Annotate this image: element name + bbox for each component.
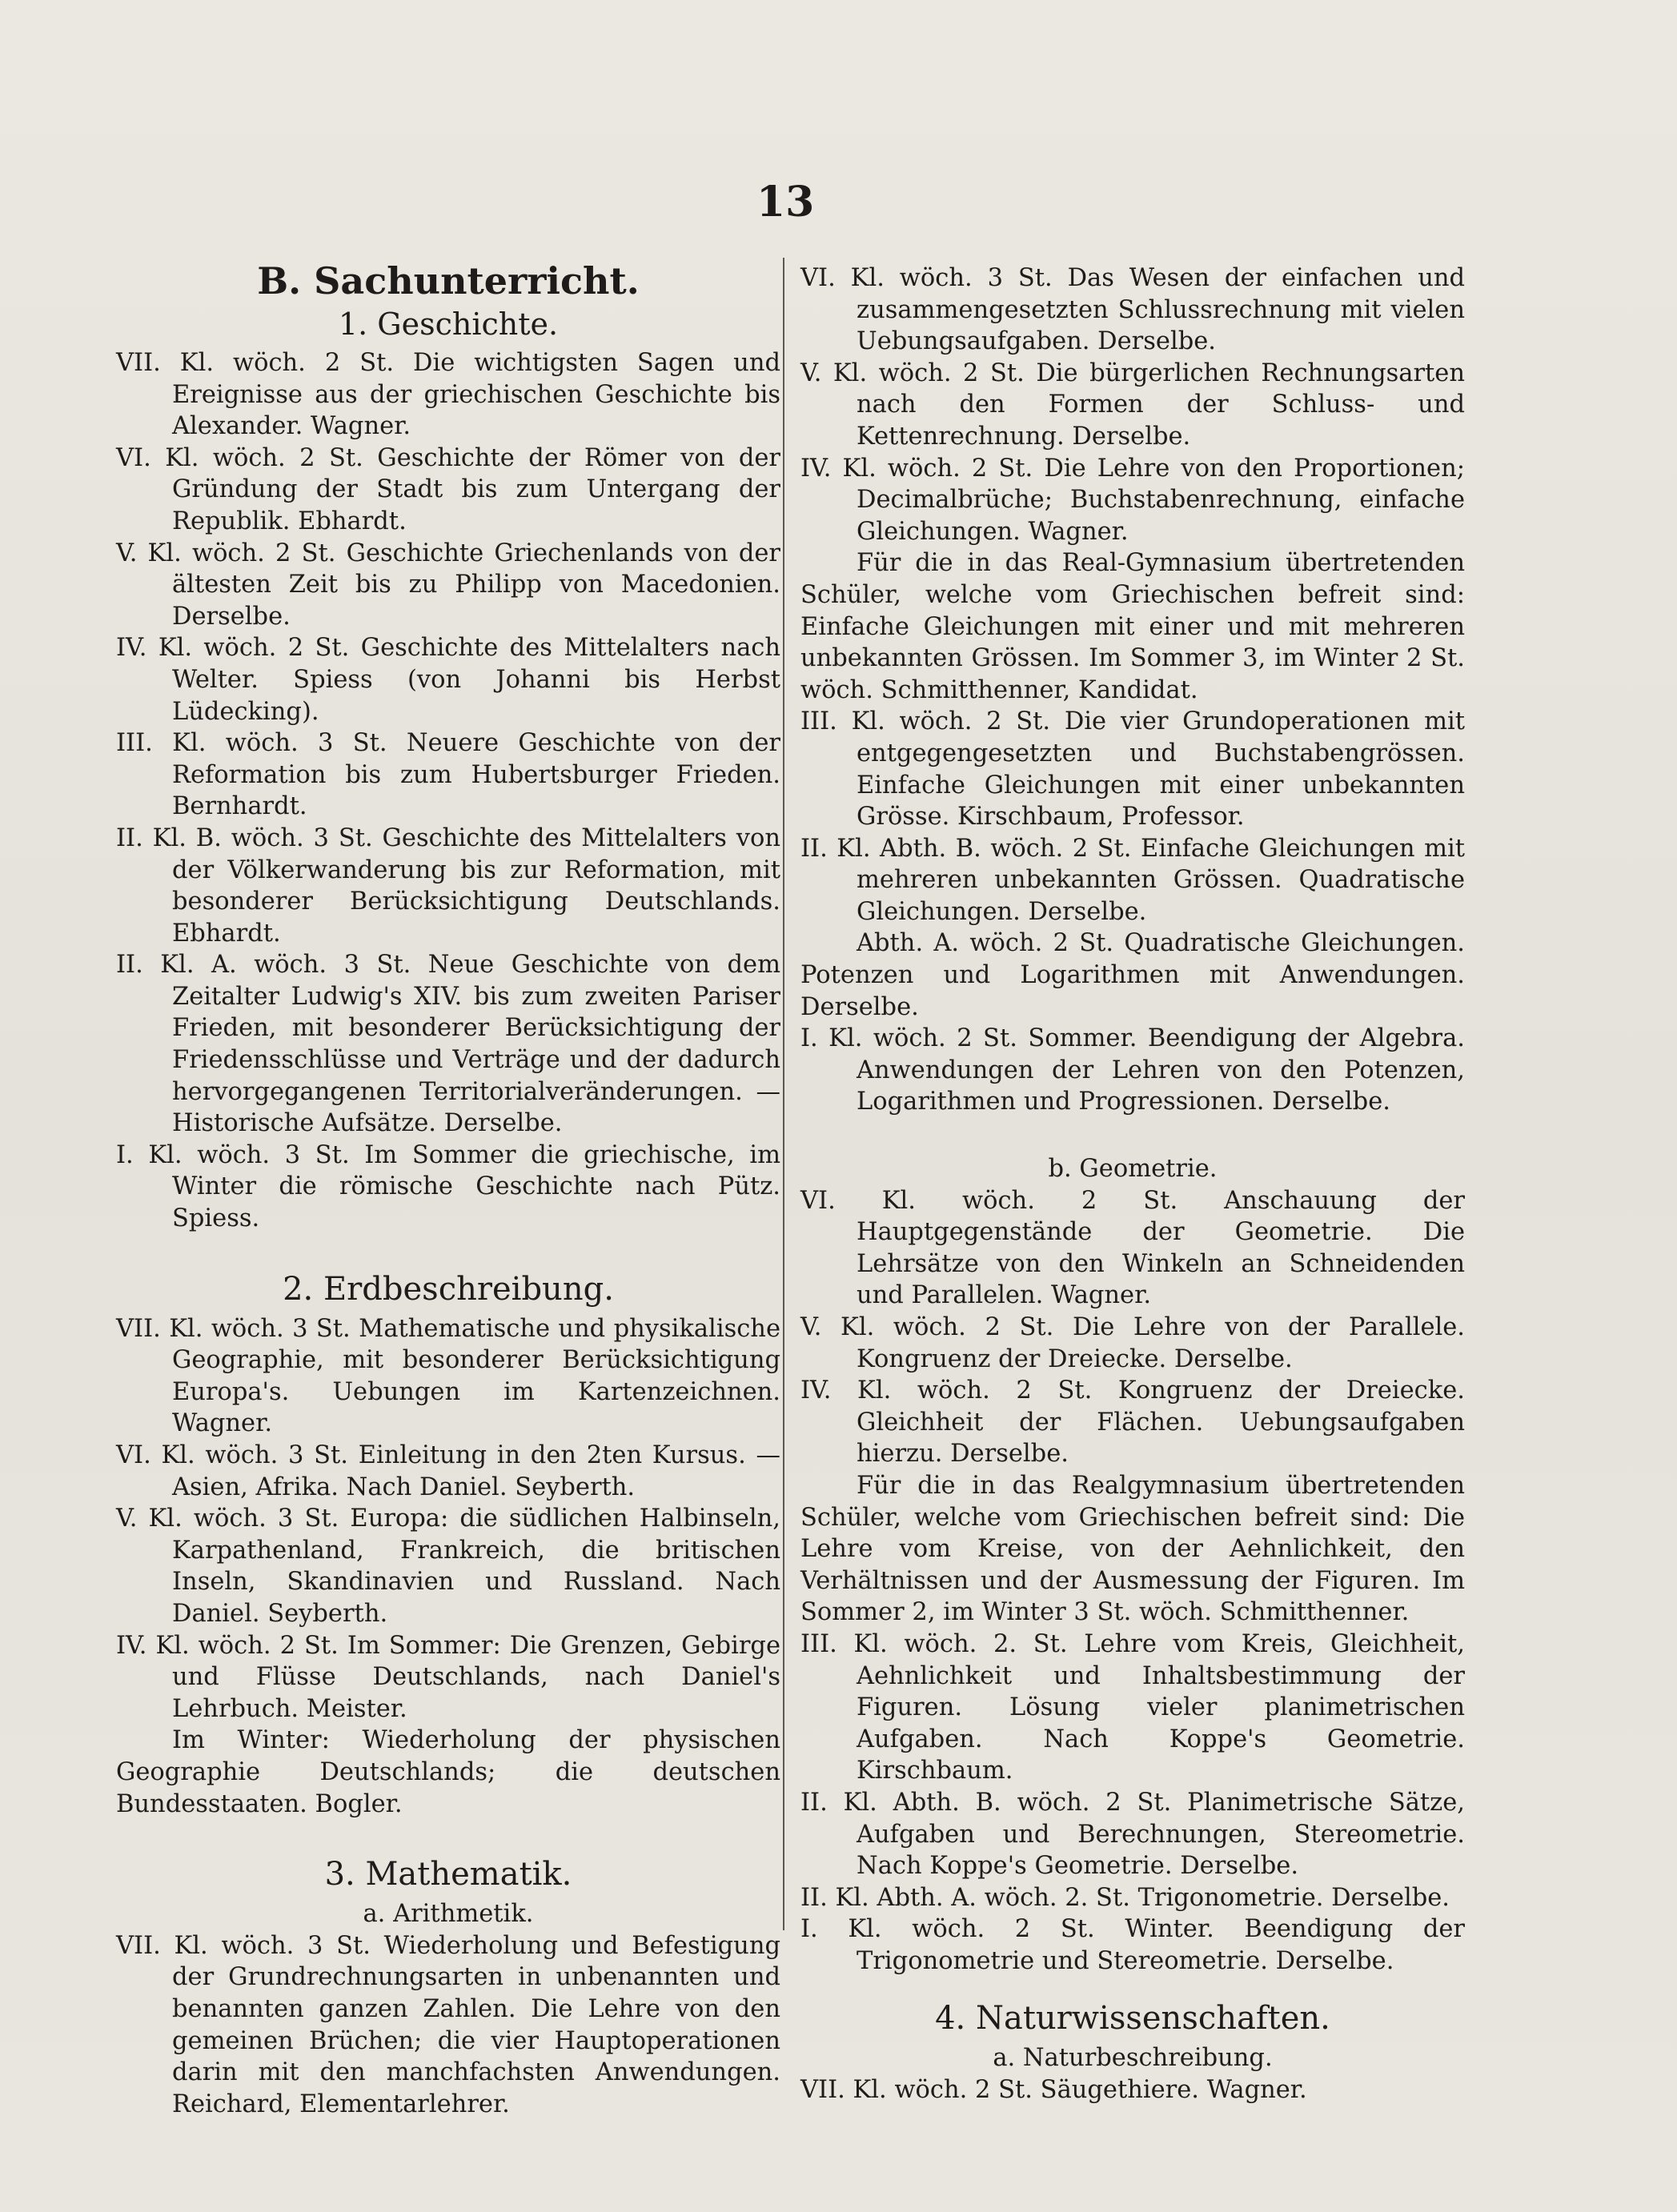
- list-item: IV. Kl. wöch. 2 St. Kongruenz der Dreiecke. Gleichheit der Flächen. Uebungsaufgaben hierzu. Derselbe.: [800, 1376, 1465, 1469]
- list-item: IV. Kl. wöch. 2 St. Im Sommer: Die Grenzen, Gebirge und Flüsse Deutschlands, nach Daniel's Lehrbuch. Meister.: [116, 1631, 780, 1723]
- heading-erdbeschreibung: 2. Erdbeschreibung.: [283, 1270, 614, 1308]
- subheading-geometrie: b. Geometrie.: [1048, 1155, 1218, 1184]
- paragraph: Für die in das Realgymnasium übertretenden Schüler, welche vom Griechischen befreit sind: Die Lehre vom Kreise, von der Aehnlichkeit, den Verhältnissen und der Ausmessung der Figuren. Im Sommer 2, im Winter 3 St. wöch. Schmitthenner.: [800, 1471, 1465, 1627]
- list-item: IV. Kl. wöch. 2 St. Geschichte des Mittelalters nach Welter. Spiess (von Johanni bis Herbst Lüdecking).: [116, 634, 780, 726]
- column-divider: [783, 258, 784, 1930]
- heading-naturwissenschaften: 4. Naturwissenschaften.: [935, 2000, 1330, 2038]
- list-item: II. Kl. B. wöch. 3 St. Geschichte des Mittelalters von der Völkerwanderung bis zur Reformation, mit besonderer Berücksichtigung Deutschlands. Ebhardt.: [116, 823, 780, 948]
- left-column: [116, 259, 780, 2120]
- heading-mathematik: 3. Mathematik.: [324, 1856, 572, 1893]
- list-item: I. Kl. wöch. 2 St. Winter. Beendigung der Trigonometrie und Stereometrie. Derselbe.: [800, 1915, 1465, 1975]
- list-item: II. Kl. A. wöch. 3 St. Neue Geschichte von dem Zeitalter Ludwig's XIV. bis zum zweiten Pariser Frieden, mit besonderer Berücksichtigung der Friedensschlüsse und Verträge und der dadurch hervorgegangenen Territorialveränderungen. — Historische Aufsätze. Derselbe.: [116, 951, 780, 1138]
- list-item: VI. Kl. wöch. 2 St. Geschichte der Römer von der Gründung der Stadt bis zum Untergang der Republik. Ebhardt.: [116, 443, 780, 535]
- list-item: V. Kl. wöch. 2 St. Geschichte Griechenlands von der ältesten Zeit bis zu Philipp von Macedonien. Derselbe.: [116, 539, 780, 631]
- list-item: III. Kl. wöch. 2. St. Lehre vom Kreis, Gleichheit, Aehnlichkeit und Inhaltsbestimmung der Figuren. Lösung vieler planimetrischen Aufgaben. Nach Koppe's Geometrie. Kirschbaum.: [800, 1629, 1465, 1785]
- list-item: VII. Kl. wöch. 3 St. Mathematische und physikalische Geographie, mit besonderer Berücksichtigung Europa's. Uebungen im Kartenzeichnen. Wagner.: [116, 1314, 780, 1438]
- page-number: 13: [756, 178, 815, 226]
- heading-geschichte: 1. Geschichte.: [338, 307, 559, 342]
- list-item: II. Kl. Abth. B. wöch. 2 St. Einfache Gleichungen mit mehreren unbekannten Grössen. Quadratische Gleichungen. Derselbe.: [800, 834, 1465, 926]
- list-item: V. Kl. wöch. 2 St. Die bürgerlichen Rechnungsarten nach den Formen der Schluss- und Kettenrechnung. Derselbe.: [800, 359, 1465, 451]
- paragraph: Im Winter: Wiederholung der physischen Geographie Deutschlands; die deutschen Bundesstaaten. Bogler.: [116, 1726, 780, 1818]
- list-item: III. Kl. wöch. 2 St. Die vier Grundoperationen mit entgegengesetzten und Buchstabengrössen. Einfache Gleichungen mit einer unbekannten Grösse. Kirschbaum, Professor.: [800, 707, 1465, 832]
- list-item: VII. Kl. wöch. 3 St. Wiederholung und Befestigung der Grundrechnungsarten in unbenannten und benannten ganzen Zahlen. Die Lehre von den gemeinen Brüchen; die vier Hauptoperationen darin mit den manchfachsten Anwendungen. Reichard, Elementarlehrer.: [116, 1931, 780, 2118]
- subheading-arithmetik: a. Arithmetik.: [363, 1900, 534, 1929]
- section-title: B. Sachunterricht.: [257, 259, 640, 303]
- list-item: III. Kl. wöch. 3 St. Neuere Geschichte von der Reformation bis zum Hubertsburger Frieden. Bernhardt.: [116, 729, 780, 821]
- list-item: VII. Kl. wöch. 2 St. Säugethiere. Wagner.: [800, 2076, 1307, 2105]
- list-item: V. Kl. wöch. 3 St. Europa: die südlichen Halbinseln, Karpathenland, Frankreich, die britischen Inseln, Skandinavien und Russland. Nach Daniel. Seyberth.: [116, 1505, 780, 1628]
- list-item: V. Kl. wöch. 2 St. Die Lehre von der Parallele. Kongruenz der Dreiecke. Derselbe.: [800, 1313, 1465, 1373]
- list-item: VII. Kl. wöch. 2 St. Die wichtigsten Sagen und Ereignisse aus der griechischen Geschichte bis Alexander. Wagner.: [116, 349, 780, 441]
- list-item: I. Kl. wöch. 3 St. Im Sommer die griechische, im Winter die römische Geschichte nach Pütz. Spiess.: [116, 1140, 780, 1233]
- paragraph: Abth. A. wöch. 2 St. Quadratische Gleichungen. Potenzen und Logarithmen mit Anwendungen. Derselbe.: [800, 929, 1465, 1021]
- paragraph: Für die in das Real-Gymnasium übertretenden Schüler, welche vom Griechischen befreit sind: Einfache Gleichungen mit einer und mit mehreren unbekannten Grössen. Im Sommer 3, im Winter 2 St. wöch. Schmitthenner, Kandidat.: [800, 549, 1465, 704]
- list-item: VI. Kl. wöch. 3 St. Das Wesen der einfachen und zusammengesetzten Schlussrechnung mit vielen Uebungsaufgaben. Derselbe.: [800, 264, 1465, 356]
- list-item: VI. Kl. wöch. 2 St. Anschauung der Hauptgegenstände der Geometrie. Die Lehrsätze von den Winkeln an Schneidenden und Parallelen. Wagner.: [800, 1186, 1465, 1310]
- list-item: I. Kl. wöch. 2 St. Sommer. Beendigung der Algebra. Anwendungen der Lehren von den Potenzen, Logarithmen und Progressionen. Derselbe.: [800, 1024, 1465, 1116]
- list-item: II. Kl. Abth. B. wöch. 2 St. Planimetrische Sätze, Aufgaben und Berechnungen, Stereometrie. Nach Koppe's Geometrie. Derselbe.: [800, 1788, 1465, 1881]
- list-item: VI. Kl. wöch. 3 St. Einleitung in den 2ten Kursus. — Asien, Afrika. Nach Daniel. Seyberth.: [116, 1441, 780, 1501]
- list-item: IV. Kl. wöch. 2 St. Die Lehre von den Proportionen; Decimalbrüche; Buchstabenrechnung, einfache Gleichungen. Wagner.: [800, 454, 1465, 546]
- list-item: II. Kl. Abth. A. wöch. 2. St. Trigonometrie. Derselbe.: [800, 1883, 1450, 1912]
- subheading-naturbeschreibung: a. Naturbeschreibung.: [993, 2044, 1273, 2073]
- right-column: [800, 262, 1465, 2106]
